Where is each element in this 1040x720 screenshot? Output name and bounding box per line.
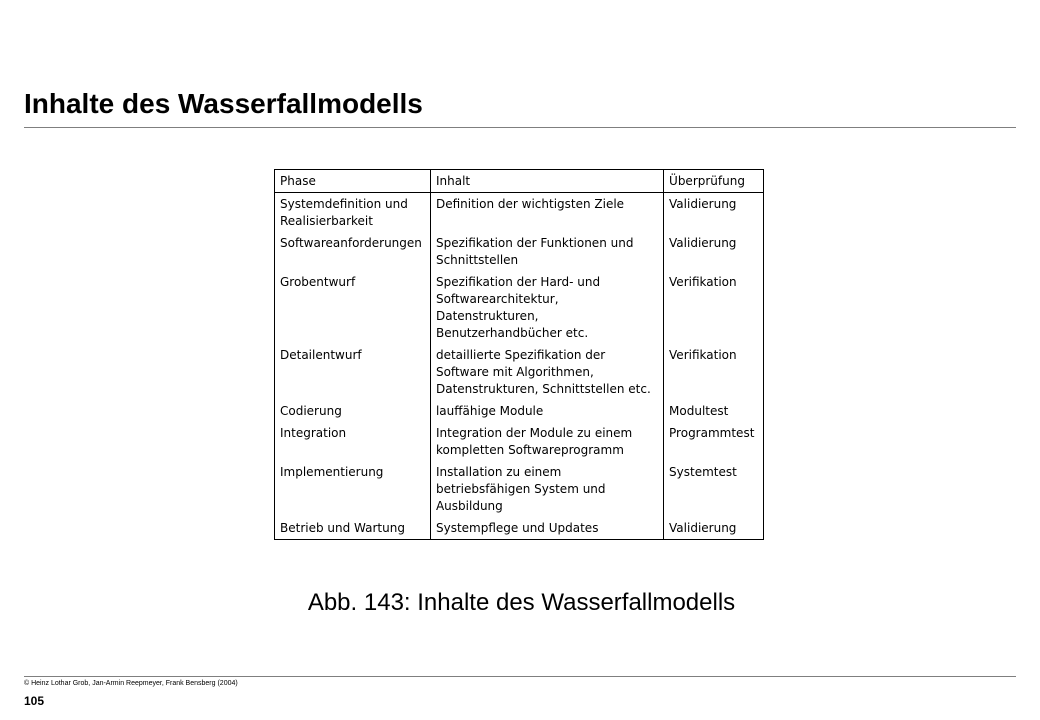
header-inhalt: Inhalt bbox=[430, 170, 663, 193]
table-header-row bbox=[275, 170, 764, 193]
cell-phase: Integration bbox=[275, 422, 431, 461]
table-row bbox=[275, 517, 764, 540]
table-row bbox=[275, 461, 764, 517]
copyright-notice: © Heinz Lothar Grob, Jan-Armin Reepmeyer, Frank Bensberg (2004) bbox=[24, 680, 238, 687]
table-row bbox=[275, 271, 764, 344]
cell-phase: Systemdefinition und Realisierbarkeit bbox=[275, 193, 431, 233]
cell-ueberpruefung: Programmtest bbox=[664, 422, 764, 461]
footer-divider bbox=[24, 676, 1016, 677]
cell-ueberpruefung: Systemtest bbox=[664, 461, 764, 517]
waterfall-phase-table bbox=[274, 169, 764, 540]
cell-ueberpruefung: Validierung bbox=[664, 517, 764, 540]
figure-caption bbox=[0, 588, 1040, 618]
cell-ueberpruefung: Verifikation bbox=[664, 271, 764, 344]
cell-ueberpruefung: Validierung bbox=[664, 232, 764, 271]
page-title: Inhalte des Wasserfallmodells bbox=[24, 88, 423, 119]
table-row bbox=[275, 344, 764, 400]
cell-phase: Betrieb und Wartung bbox=[275, 517, 431, 540]
title-divider bbox=[24, 127, 1016, 128]
cell-inhalt: lauffähige Module bbox=[430, 400, 663, 422]
cell-phase: Detailentwurf bbox=[275, 344, 431, 400]
table-row bbox=[275, 193, 764, 233]
cell-inhalt: Integration der Module zu einem kompletten Softwareprogramm bbox=[430, 422, 663, 461]
cell-phase: Grobentwurf bbox=[275, 271, 431, 344]
cell-inhalt: Spezifikation der Hard- und Softwarearchitektur, Datenstrukturen, Benutzerhandbücher etc. bbox=[430, 271, 663, 344]
header-phase: Phase bbox=[275, 170, 431, 193]
cell-inhalt: Definition der wichtigsten Ziele bbox=[430, 193, 663, 233]
cell-ueberpruefung: Verifikation bbox=[664, 344, 764, 400]
header-ueberpruefung: Überprüfung bbox=[664, 170, 764, 193]
table-row bbox=[275, 232, 764, 271]
page-number: 105 bbox=[24, 694, 45, 708]
cell-ueberpruefung: Modultest bbox=[664, 400, 764, 422]
cell-inhalt: Installation zu einem betriebsfähigen System und Ausbildung bbox=[430, 461, 663, 517]
table-row bbox=[275, 400, 764, 422]
cell-phase: Softwareanforderungen bbox=[275, 232, 431, 271]
table-row bbox=[275, 422, 764, 461]
figure-caption-text: Abb. 143: Inhalte des Wasserfallmodells bbox=[307, 589, 736, 616]
cell-inhalt: Systempflege und Updates bbox=[430, 517, 663, 540]
cell-inhalt: detaillierte Spezifikation der Software mit Algorithmen, Datenstrukturen, Schnittstellen etc. bbox=[430, 344, 663, 400]
cell-inhalt: Spezifikation der Funktionen und Schnittstellen bbox=[430, 232, 663, 271]
cell-phase: Codierung bbox=[275, 400, 431, 422]
cell-ueberpruefung: Validierung bbox=[664, 193, 764, 233]
cell-phase: Implementierung bbox=[275, 461, 431, 517]
